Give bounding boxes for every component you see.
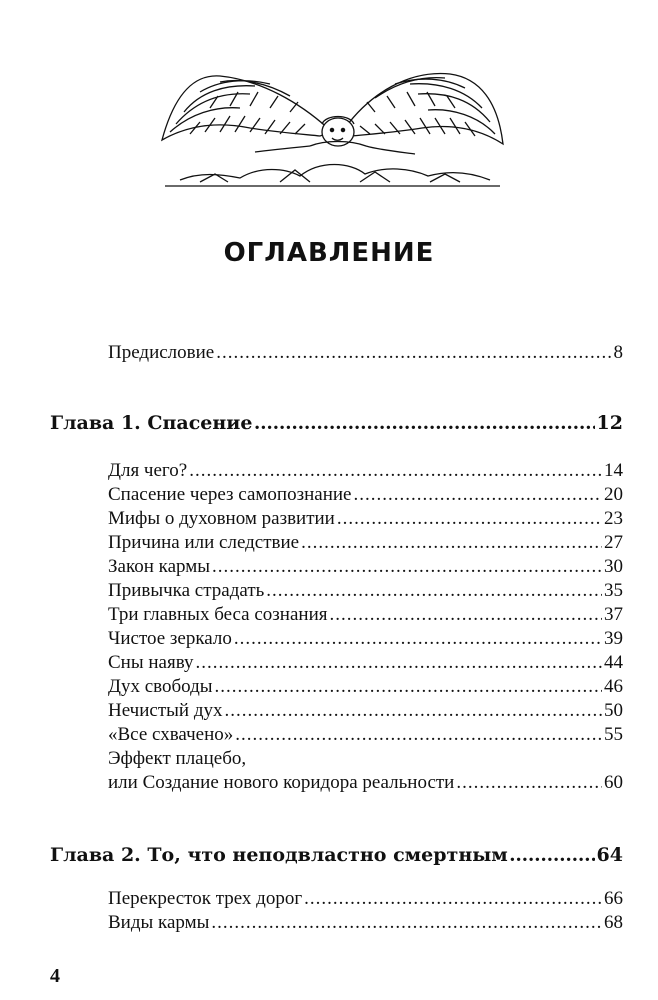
- toc-entry[interactable]: [108, 532, 623, 556]
- toc-entry-page: 20: [604, 484, 623, 505]
- toc-entry-page: 23: [604, 508, 623, 529]
- toc-entry-page: 55: [604, 724, 623, 745]
- toc-entry-label: Перекресток трех дорог: [108, 888, 303, 909]
- toc-entry[interactable]: [108, 700, 623, 724]
- leader-dots: [304, 888, 602, 910]
- leader-dots: [196, 652, 602, 674]
- toc-entry-page: 35: [604, 580, 623, 601]
- toc-entry-line1[interactable]: Эффект плацебо,: [108, 748, 247, 769]
- toc-entry[interactable]: [108, 676, 623, 700]
- toc-entry-page: 66: [604, 888, 623, 909]
- toc-entry-label: Дух свободы: [108, 676, 213, 697]
- leader-dots: [189, 460, 602, 482]
- toc-entry-label: Мифы о духовном развитии: [108, 508, 335, 529]
- leader-dots: [234, 628, 602, 650]
- toc-entry-page: 46: [604, 676, 623, 697]
- toc-entry[interactable]: [108, 888, 623, 912]
- chapter-page: 12: [596, 412, 623, 434]
- toc-entry-label: Причина или следствие: [108, 532, 300, 553]
- leader-dots: [329, 604, 602, 626]
- toc-title: ОГЛАВЛЕНИЕ: [223, 238, 435, 268]
- leader-dots: [225, 700, 603, 722]
- toc-entry[interactable]: [108, 604, 623, 628]
- toc-entry-page: 8: [613, 342, 623, 363]
- toc-entry-label: Привычка страдать: [108, 580, 265, 601]
- toc-entry-page: 14: [604, 460, 623, 481]
- toc-entry-page: 30: [604, 556, 623, 577]
- toc-entry-label: Спасение через самопознание: [108, 484, 352, 505]
- leader-dots: [211, 912, 602, 934]
- toc-entry[interactable]: [108, 772, 623, 796]
- toc-entry[interactable]: [108, 508, 623, 532]
- leader-dots: [301, 532, 602, 554]
- page-number: 4: [50, 965, 60, 987]
- leader-dots: [215, 676, 602, 698]
- toc-entry[interactable]: [108, 580, 623, 604]
- toc-entry-label: Виды кармы: [108, 912, 210, 933]
- leader-dots: [235, 724, 602, 746]
- chapter-page: 64: [596, 844, 623, 866]
- leader-dots: [510, 842, 595, 867]
- leader-dots: [353, 484, 602, 506]
- chapter-label: Глава 2. То, что неподвластно смертным: [50, 844, 508, 866]
- toc-entry-page: 39: [604, 628, 623, 649]
- toc-entry[interactable]: [108, 912, 623, 936]
- toc-chapter-2[interactable]: [50, 842, 623, 868]
- toc-entry-page: 60: [604, 772, 623, 793]
- leader-dots: [216, 342, 611, 364]
- toc-chapter-1[interactable]: [50, 410, 623, 436]
- toc-entry-page: 68: [604, 912, 623, 933]
- toc-entry-preface[interactable]: [108, 342, 623, 366]
- toc-entry-page: 27: [604, 532, 623, 553]
- leader-dots: [456, 772, 602, 794]
- leader-dots: [337, 508, 602, 530]
- toc-entry-page: 50: [604, 700, 623, 721]
- leader-dots: [255, 410, 595, 435]
- toc-entry-label: Чистое зеркало: [108, 628, 232, 649]
- toc-entry[interactable]: [108, 484, 623, 508]
- toc-entry-label: Для чего?: [108, 460, 188, 481]
- winged-angel-emblem-icon: [160, 62, 505, 192]
- toc-entry-label: Три главных беса сознания: [108, 604, 328, 625]
- leader-dots: [212, 556, 602, 578]
- toc-entry-label: Предисловие: [108, 342, 215, 363]
- toc-entry-label: Закон кармы: [108, 556, 211, 577]
- toc-entry-label: Нечистый дух: [108, 700, 223, 721]
- toc-entry[interactable]: [108, 628, 623, 652]
- toc-entry-label: или Создание нового коридора реальности: [108, 772, 455, 793]
- toc-entry-label: Сны наяву: [108, 652, 194, 673]
- chapter-label: Глава 1. Спасение: [50, 412, 253, 434]
- toc-entry-label: «Все схвачено»: [108, 724, 234, 745]
- toc-entry[interactable]: [108, 460, 623, 484]
- toc-entry[interactable]: [108, 724, 623, 748]
- toc-entry-page: 44: [604, 652, 623, 673]
- toc-entry[interactable]: [108, 556, 623, 580]
- leader-dots: [266, 580, 602, 602]
- toc-entry-page: 37: [604, 604, 623, 625]
- toc-entry[interactable]: [108, 652, 623, 676]
